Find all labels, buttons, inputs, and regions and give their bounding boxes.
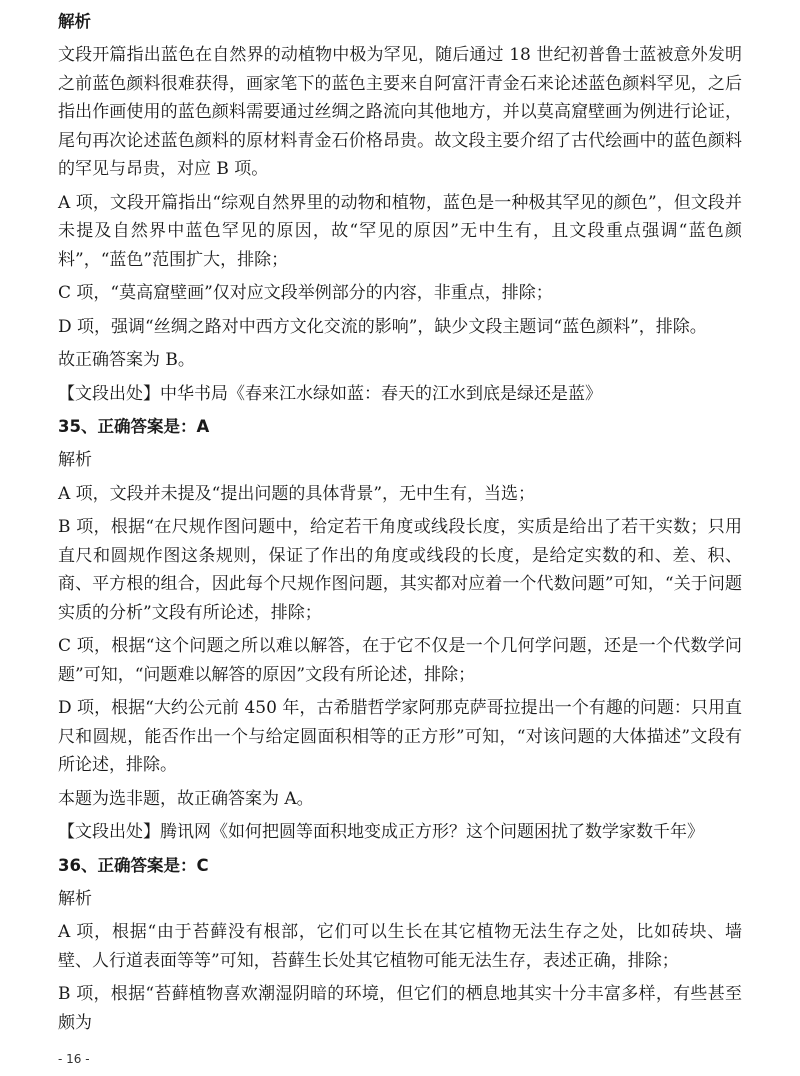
paragraph-analysis-label-36: 解析 bbox=[58, 888, 92, 909]
section-heading-analysis: 解析 bbox=[58, 12, 91, 31]
paragraph-36-option-a: A 项，根据“由于苔藓没有根部，它们可以生长在其它植物无法生存之处，比如砖块、墙壁、人行道表面等等”可知，苔藓生长处其它植物可能无法生存，表述正确，排除； bbox=[58, 922, 742, 971]
paragraph-35-option-c: C 项，根据“这个问题之所以难以解答，在于它不仅是一个几何学问题，还是一个代数学问题”可知，“问题难以解答的原因”文段有所论述，排除； bbox=[58, 636, 742, 685]
paragraph-source-34: 【文段出处】中华书局《春来江水绿如蓝：春天的江水到底是绿还是蓝》 bbox=[58, 383, 602, 404]
paragraph-35-option-a: A 项，文段并未提及“提出问题的具体背景”，无中生有，当选； bbox=[58, 483, 536, 504]
question-heading-35: 35、正确答案是：A bbox=[58, 417, 210, 436]
document-page bbox=[58, 8, 742, 1042]
paragraph-36-option-b: B 项，根据“苔藓植物喜欢潮湿阴暗的环境，但它们的栖息地其实十分丰富多样，有些甚至颇为 bbox=[58, 984, 742, 1033]
page-number: - 16 - bbox=[58, 1052, 90, 1066]
paragraph-option-c: C 项，“莫高窟壁画”仅对应文段举例部分的内容，非重点，排除； bbox=[58, 283, 553, 303]
paragraph-35-option-d: D 项，根据“大约公元前 450 年，古希腊哲学家阿那克萨哥拉提出一个有趣的问题：只用直尺和圆规，能否作出一个与给定圆面积相等的正方形”可知，“对该问题的大体描述”文段有所论述，排除。 bbox=[58, 698, 742, 775]
paragraph-analysis-34: 文段开篇指出蓝色在自然界的动植物中极为罕见，随后通过 18 世纪初普鲁士蓝被意外发明之前蓝色颜料很难获得，画家笔下的蓝色主要来自阿富汗青金石来论述蓝色颜料罕见，之后指出作画使用的蓝色颜料需要通过丝绸之路流向其他地方，并以莫高窟壁画为例进行论证，尾句再次论述蓝色颜料的原材料青金石价格昂贵。故文段主要介绍了古代绘画中的蓝色颜料的罕见与昂贵，对应 B 项。 bbox=[58, 45, 742, 179]
paragraph-answer-34: 故正确答案为 B。 bbox=[58, 350, 195, 370]
question-heading-36: 36、正确答案是：C bbox=[58, 855, 209, 875]
paragraph-analysis-label-35: 解析 bbox=[58, 450, 92, 470]
paragraph-option-a: A 项，文段开篇指出“综观自然界里的动物和植物，蓝色是一种极其罕见的颜色”，但文段并未提及自然界中蓝色罕见的原因，故“罕见的原因”无中生有，且文段重点强调“蓝色颜料”，“蓝色”范围扩大，排除； bbox=[58, 192, 742, 270]
paragraph-source-35: 【文段出处】腾讯网《如何把圆等面积地变成正方形？这个问题困扰了数学家数千年》 bbox=[58, 822, 704, 842]
paragraph-35-option-b: B 项，根据“在尺规作图问题中，给定若干角度或线段长度，实质是给出了若干实数；只用直尺和圆规作图这条规则，保证了作出的角度或线段的长度，是给定实数的和、差、积、商、平方根的组合，因此每个尺规作图问题，其实都对应着一个代数问题”可知，“关于问题实质的分析”文段有所论述，排除； bbox=[58, 517, 742, 623]
paragraph-answer-35: 本题为选非题，故正确答案为 A。 bbox=[58, 788, 314, 809]
paragraph-option-d: D 项，强调“丝绸之路对中西方文化交流的影响”，缺少文段主题词“蓝色颜料”，排除。 bbox=[58, 316, 707, 337]
